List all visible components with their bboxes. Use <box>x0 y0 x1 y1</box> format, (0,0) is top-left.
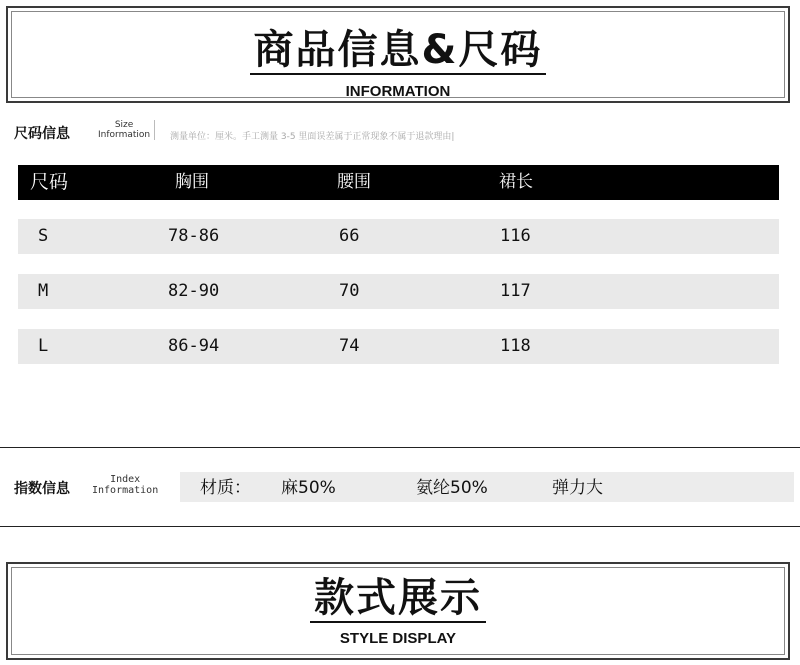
size-table-header <box>18 165 779 200</box>
cell-length: 117 <box>500 281 531 301</box>
cell-size: S <box>38 226 49 246</box>
divider-top <box>0 447 800 448</box>
information-title: 商品信息&尺码 <box>8 26 788 74</box>
measurement-note: 测量单位：厘米。手工测量 3-5 里面误差属于正常现象不属于退款理由| <box>170 132 455 142</box>
table-row <box>18 329 779 364</box>
material-label: 材质： <box>200 478 251 498</box>
index-section-label: 指数信息 <box>14 481 70 497</box>
cell-waist: 74 <box>339 336 360 356</box>
information-header-box <box>6 6 790 103</box>
size-section-label: 尺码信息 <box>14 126 70 142</box>
table-row <box>18 274 779 309</box>
table-row <box>18 219 779 254</box>
cell-bust: 86-94 <box>168 336 220 356</box>
material-linen: 麻50% <box>281 478 336 498</box>
header-length: 裙长 <box>499 172 533 192</box>
cell-bust: 78-86 <box>168 226 220 246</box>
style-display-subtitle: STYLE DISPLAY <box>339 630 457 647</box>
cell-length: 116 <box>500 226 531 246</box>
cell-waist: 66 <box>339 226 360 246</box>
style-display-header-box <box>6 562 790 660</box>
header-size: 尺码 <box>30 171 69 193</box>
style-display-title: 款式展示 <box>8 574 788 622</box>
divider-bottom <box>0 526 800 527</box>
header-waist: 腰围 <box>337 172 371 192</box>
cell-bust: 82-90 <box>168 281 220 301</box>
cell-size: L <box>38 336 49 356</box>
elasticity-value: 弹力大 <box>552 478 603 498</box>
size-section-label-en: Size Information <box>98 120 155 140</box>
header-bust: 胸围 <box>175 172 209 192</box>
cell-waist: 70 <box>339 281 360 301</box>
cell-size: M <box>38 281 49 301</box>
cell-length: 118 <box>500 336 531 356</box>
index-section-label-en: Index Information <box>92 474 159 496</box>
material-spandex: 氨纶50% <box>416 478 488 498</box>
index-info-bar <box>180 472 794 502</box>
information-subtitle: INFORMATION <box>345 83 451 100</box>
